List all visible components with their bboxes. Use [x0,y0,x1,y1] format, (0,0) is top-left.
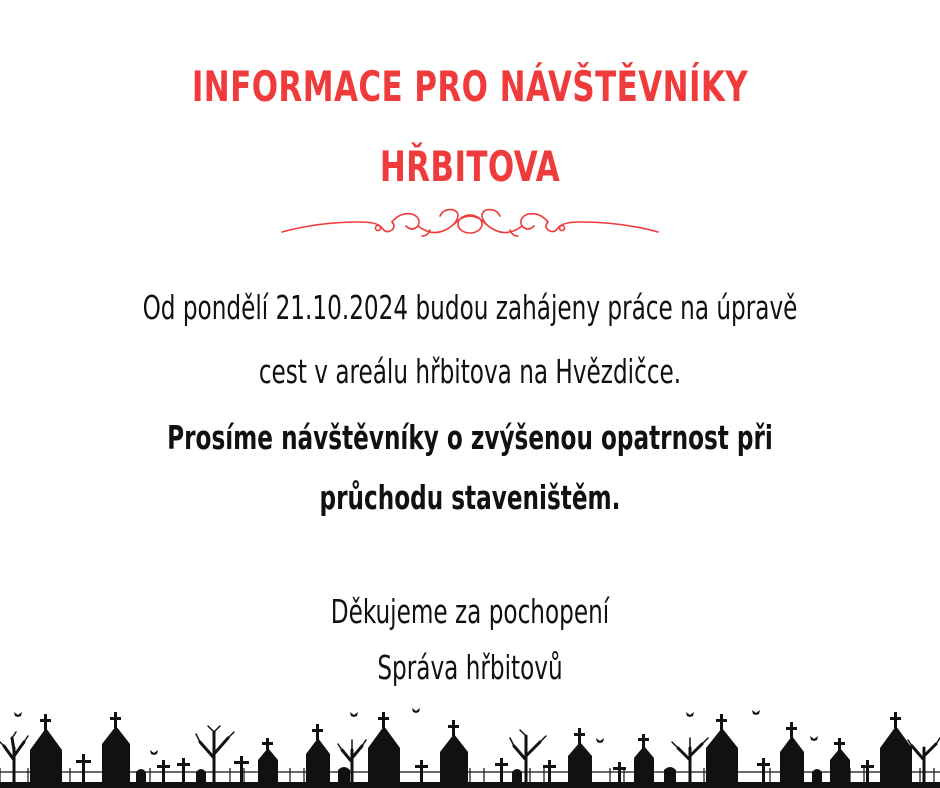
flourish-divider-icon [278,200,662,246]
title-line-2: HŘBITOVA [379,142,561,191]
title-line-1: INFORMACE PRO NÁVŠTĚVNÍKY [191,62,749,111]
notice-line-1: Od pondělí 21.10.2024 budou zahájeny práce na úpravě [142,288,798,327]
thanks-text: Děkujeme za pochopení [330,592,610,631]
cemetery-skyline-icon [0,698,940,788]
warning-line-1: Prosíme návštěvníky o zvýšenou opatrnost při [167,418,773,457]
signature-text: Správa hřbitovů [377,648,563,687]
warning-line-2: průchodu staveništěm. [319,478,621,517]
notice-line-2: cest v areálu hřbitova na Hvězdičce. [258,352,682,391]
